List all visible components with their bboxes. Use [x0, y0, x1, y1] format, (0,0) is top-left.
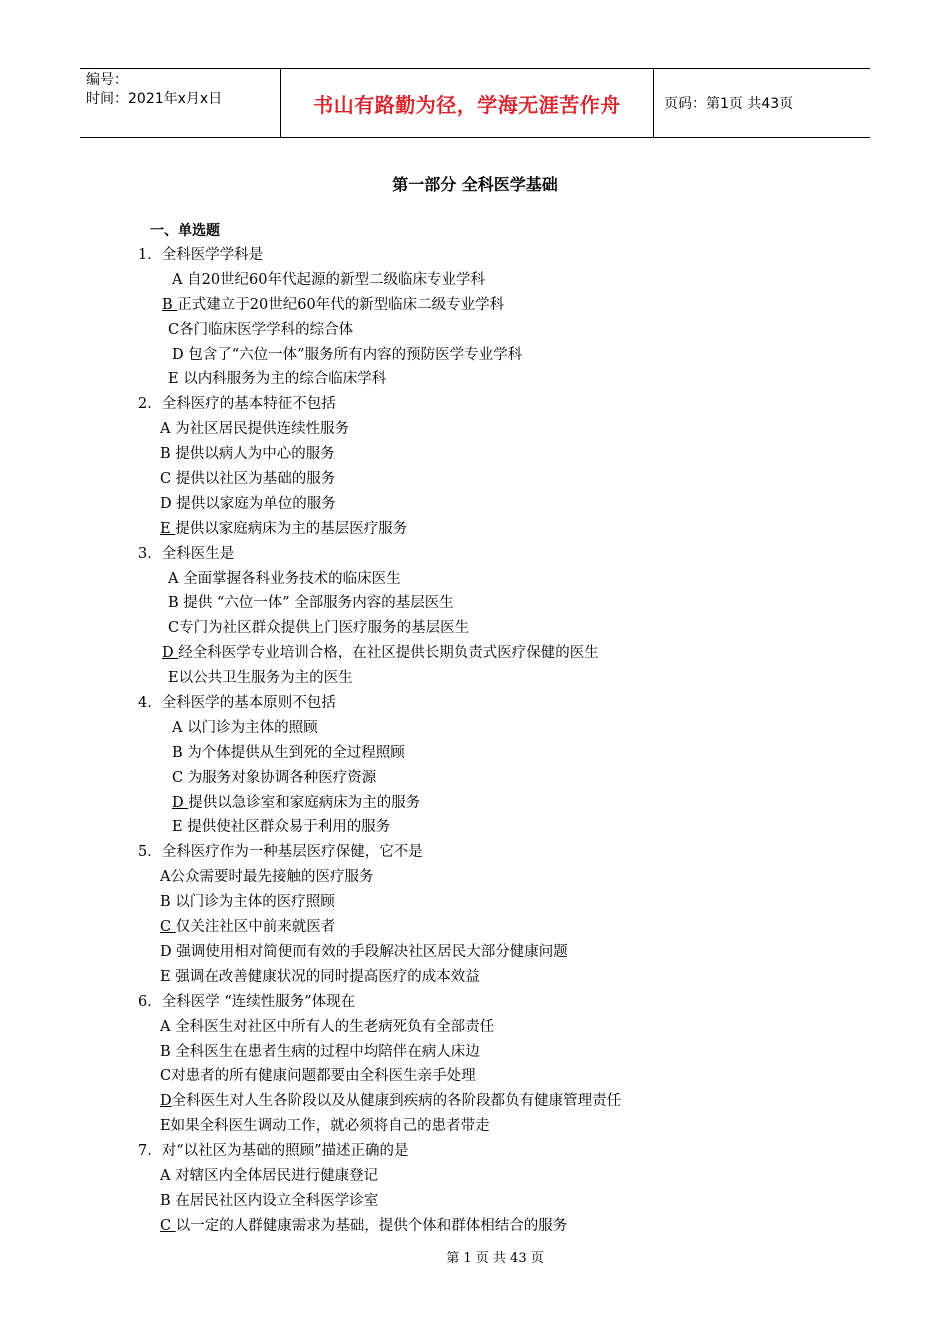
option: [0, 865, 950, 890]
option-text: 以一定的人群健康需求为基础，提供个体和群体相结合的服务: [175, 1217, 568, 1234]
option-text: 强调在改善健康状况的同时提高医疗的成本效益: [170, 968, 480, 985]
option: [0, 766, 950, 791]
option: [0, 940, 950, 965]
question-stem: 1．全科医学学科是: [138, 247, 264, 263]
option-letter: A: [160, 1167, 171, 1184]
option: [0, 890, 950, 915]
option-text: 公众需要时最先接触的医疗服务: [170, 869, 374, 886]
option-letter: E: [168, 371, 179, 388]
option-correct: [0, 1089, 950, 1114]
option-text: 全科医生对人生各阶段以及从健康到疾病的各阶段都负有健康管理责任: [171, 1093, 622, 1110]
option-letter: A: [172, 719, 183, 736]
question-list: [0, 243, 950, 1239]
page-footer: 第 1 页 共 43 页: [446, 1251, 544, 1266]
option: [0, 417, 950, 442]
option-letter: A: [160, 869, 171, 886]
option-text: 全面掌握各科业务技术的临床医生: [178, 570, 401, 587]
option-letter: A: [160, 421, 171, 438]
option-text: 全科医生在患者生病的过程中均陪伴在病人床边: [170, 1043, 480, 1060]
option: [0, 815, 950, 840]
option-letter: B: [160, 894, 171, 911]
option-letter: B: [160, 1192, 171, 1209]
page-title: 第一部分 全科医学基础: [392, 175, 558, 194]
option: [0, 367, 950, 392]
option-letter: E: [160, 968, 171, 985]
option-text: 在居民社区内设立全科医学诊室: [170, 1192, 379, 1209]
option-letter: D: [160, 495, 172, 512]
option-text: 经全科医学专业培训合格，在社区提供长期负责式医疗保健的医生: [178, 645, 599, 662]
option-letter: B: [172, 744, 183, 761]
header-motto: 书山有路勤为径，学海无涯苦作舟: [280, 69, 654, 137]
option-letter: A: [160, 1018, 171, 1035]
option-letter: B: [162, 296, 178, 313]
option: [0, 1164, 950, 1189]
option-text: 以公共卫生服务为主的医生: [178, 670, 353, 687]
option: [0, 616, 950, 641]
option-letter: D: [162, 645, 179, 662]
option: [0, 567, 950, 592]
option-letter: E: [160, 520, 176, 537]
option-letter: D: [160, 1093, 172, 1110]
option-correct: [0, 915, 950, 940]
option: [0, 492, 950, 517]
question-stem: 7．对“以社区为基础的照顾”描述正确的是: [138, 1143, 409, 1160]
option-text: 提供以病人为中心的服务: [170, 446, 335, 463]
option-text: 提供以家庭为单位的服务: [171, 495, 336, 512]
option-letter: A: [172, 271, 183, 288]
option: [0, 467, 950, 492]
option-text: 自20世纪60年代起源的新型二级临床专业学科: [182, 271, 485, 288]
option-text: 以内科服务为主的综合临床学科: [178, 371, 387, 388]
section-heading: 一、单选题: [150, 223, 220, 239]
option: [0, 1064, 950, 1089]
option: [0, 965, 950, 990]
option-correct: [0, 517, 950, 542]
document-header: [80, 68, 870, 138]
option-letter: E: [168, 670, 179, 687]
time-label: 时间：2021年x月x日: [86, 91, 223, 107]
option-letter: E: [172, 819, 183, 836]
option-correct: [0, 1214, 950, 1239]
option-text: 提供以急诊室和家庭病床为主的服务: [188, 794, 421, 811]
option: [0, 1040, 950, 1065]
option-letter: C: [172, 769, 184, 786]
question-stem: 2．全科医疗的基本特征不包括: [138, 396, 336, 413]
option-letter: B: [168, 595, 179, 612]
option: [0, 741, 950, 766]
option-letter: C: [160, 1217, 176, 1234]
option-text: 为社区居民提供连续性服务: [170, 421, 350, 438]
option-text: 对患者的所有健康问题都要由全科医生亲手处理: [171, 1068, 476, 1085]
option-text: 全科医生对社区中所有人的生老病死负有全部责任: [170, 1018, 495, 1035]
option-text: 专门为社区群众提供上门医疗服务的基层医生: [179, 620, 470, 637]
option-text: 为服务对象协调各种医疗资源: [183, 769, 377, 786]
option-correct: [0, 791, 950, 816]
option: [0, 343, 950, 368]
option-text: 以门诊为主体的医疗照顾: [170, 894, 335, 911]
option: [0, 1015, 950, 1040]
option-text: 提供使社区群众易于利用的服务: [182, 819, 391, 836]
option-letter: C: [160, 471, 172, 488]
question-stem: 4．全科医学的基本原则不包括: [138, 695, 336, 712]
option: [0, 716, 950, 741]
question-stem: 5．全科医疗作为一种基层医疗保健，它不是: [138, 844, 423, 861]
header-page-info: 页码：第1页 共43页: [664, 96, 794, 112]
option-letter: D: [172, 346, 184, 363]
option: [0, 318, 950, 343]
option: [0, 442, 950, 467]
option-correct: [0, 641, 950, 666]
option-correct: [0, 293, 950, 318]
option-text: 提供以家庭病床为主的基层医疗服务: [175, 520, 408, 537]
option-text: 提供以社区为基础的服务: [171, 471, 336, 488]
option-letter: D: [172, 794, 189, 811]
option-text: 对辖区内全体居民进行健康登记: [170, 1167, 379, 1184]
option-text: 提供 “六位一体” 全部服务内容的基层医生: [178, 595, 454, 612]
option-letter: D: [160, 943, 172, 960]
option-letter: C: [160, 919, 176, 936]
option: [0, 268, 950, 293]
question-stem: 6．全科医学 “连续性服务”体现在: [138, 993, 356, 1010]
option-letter: C: [168, 620, 180, 637]
question-stem: 3．全科医生是: [138, 545, 235, 562]
option-text: 仅关注社区中前来就医者: [175, 919, 336, 936]
option: [0, 1189, 950, 1214]
option: [0, 1114, 950, 1139]
option-text: 包含了“六位一体”服务所有内容的预防医学专业学科: [183, 346, 523, 363]
option-letter: C: [160, 1068, 172, 1085]
option-letter: C: [168, 321, 180, 338]
option-text: 为个体提供从生到死的全过程照顾: [182, 744, 405, 761]
option-text: 强调使用相对简便而有效的手段解决社区居民大部分健康问题: [171, 943, 568, 960]
option-text: 如果全科医生调动工作，就必须将自己的患者带走: [170, 1118, 490, 1135]
number-label: 编号：: [86, 72, 128, 88]
option-text: 正式建立于20世纪60年代的新型临床二级专业学科: [177, 296, 505, 313]
option-letter: A: [168, 570, 179, 587]
option-letter: B: [160, 1043, 171, 1060]
option-letter: B: [160, 446, 171, 463]
option: [0, 591, 950, 616]
option-text: 以门诊为主体的照顾: [182, 719, 318, 736]
header-meta: [80, 69, 280, 137]
option-text: 各门临床医学学科的综合体: [179, 321, 354, 338]
option-letter: E: [160, 1118, 171, 1135]
option: [0, 666, 950, 691]
